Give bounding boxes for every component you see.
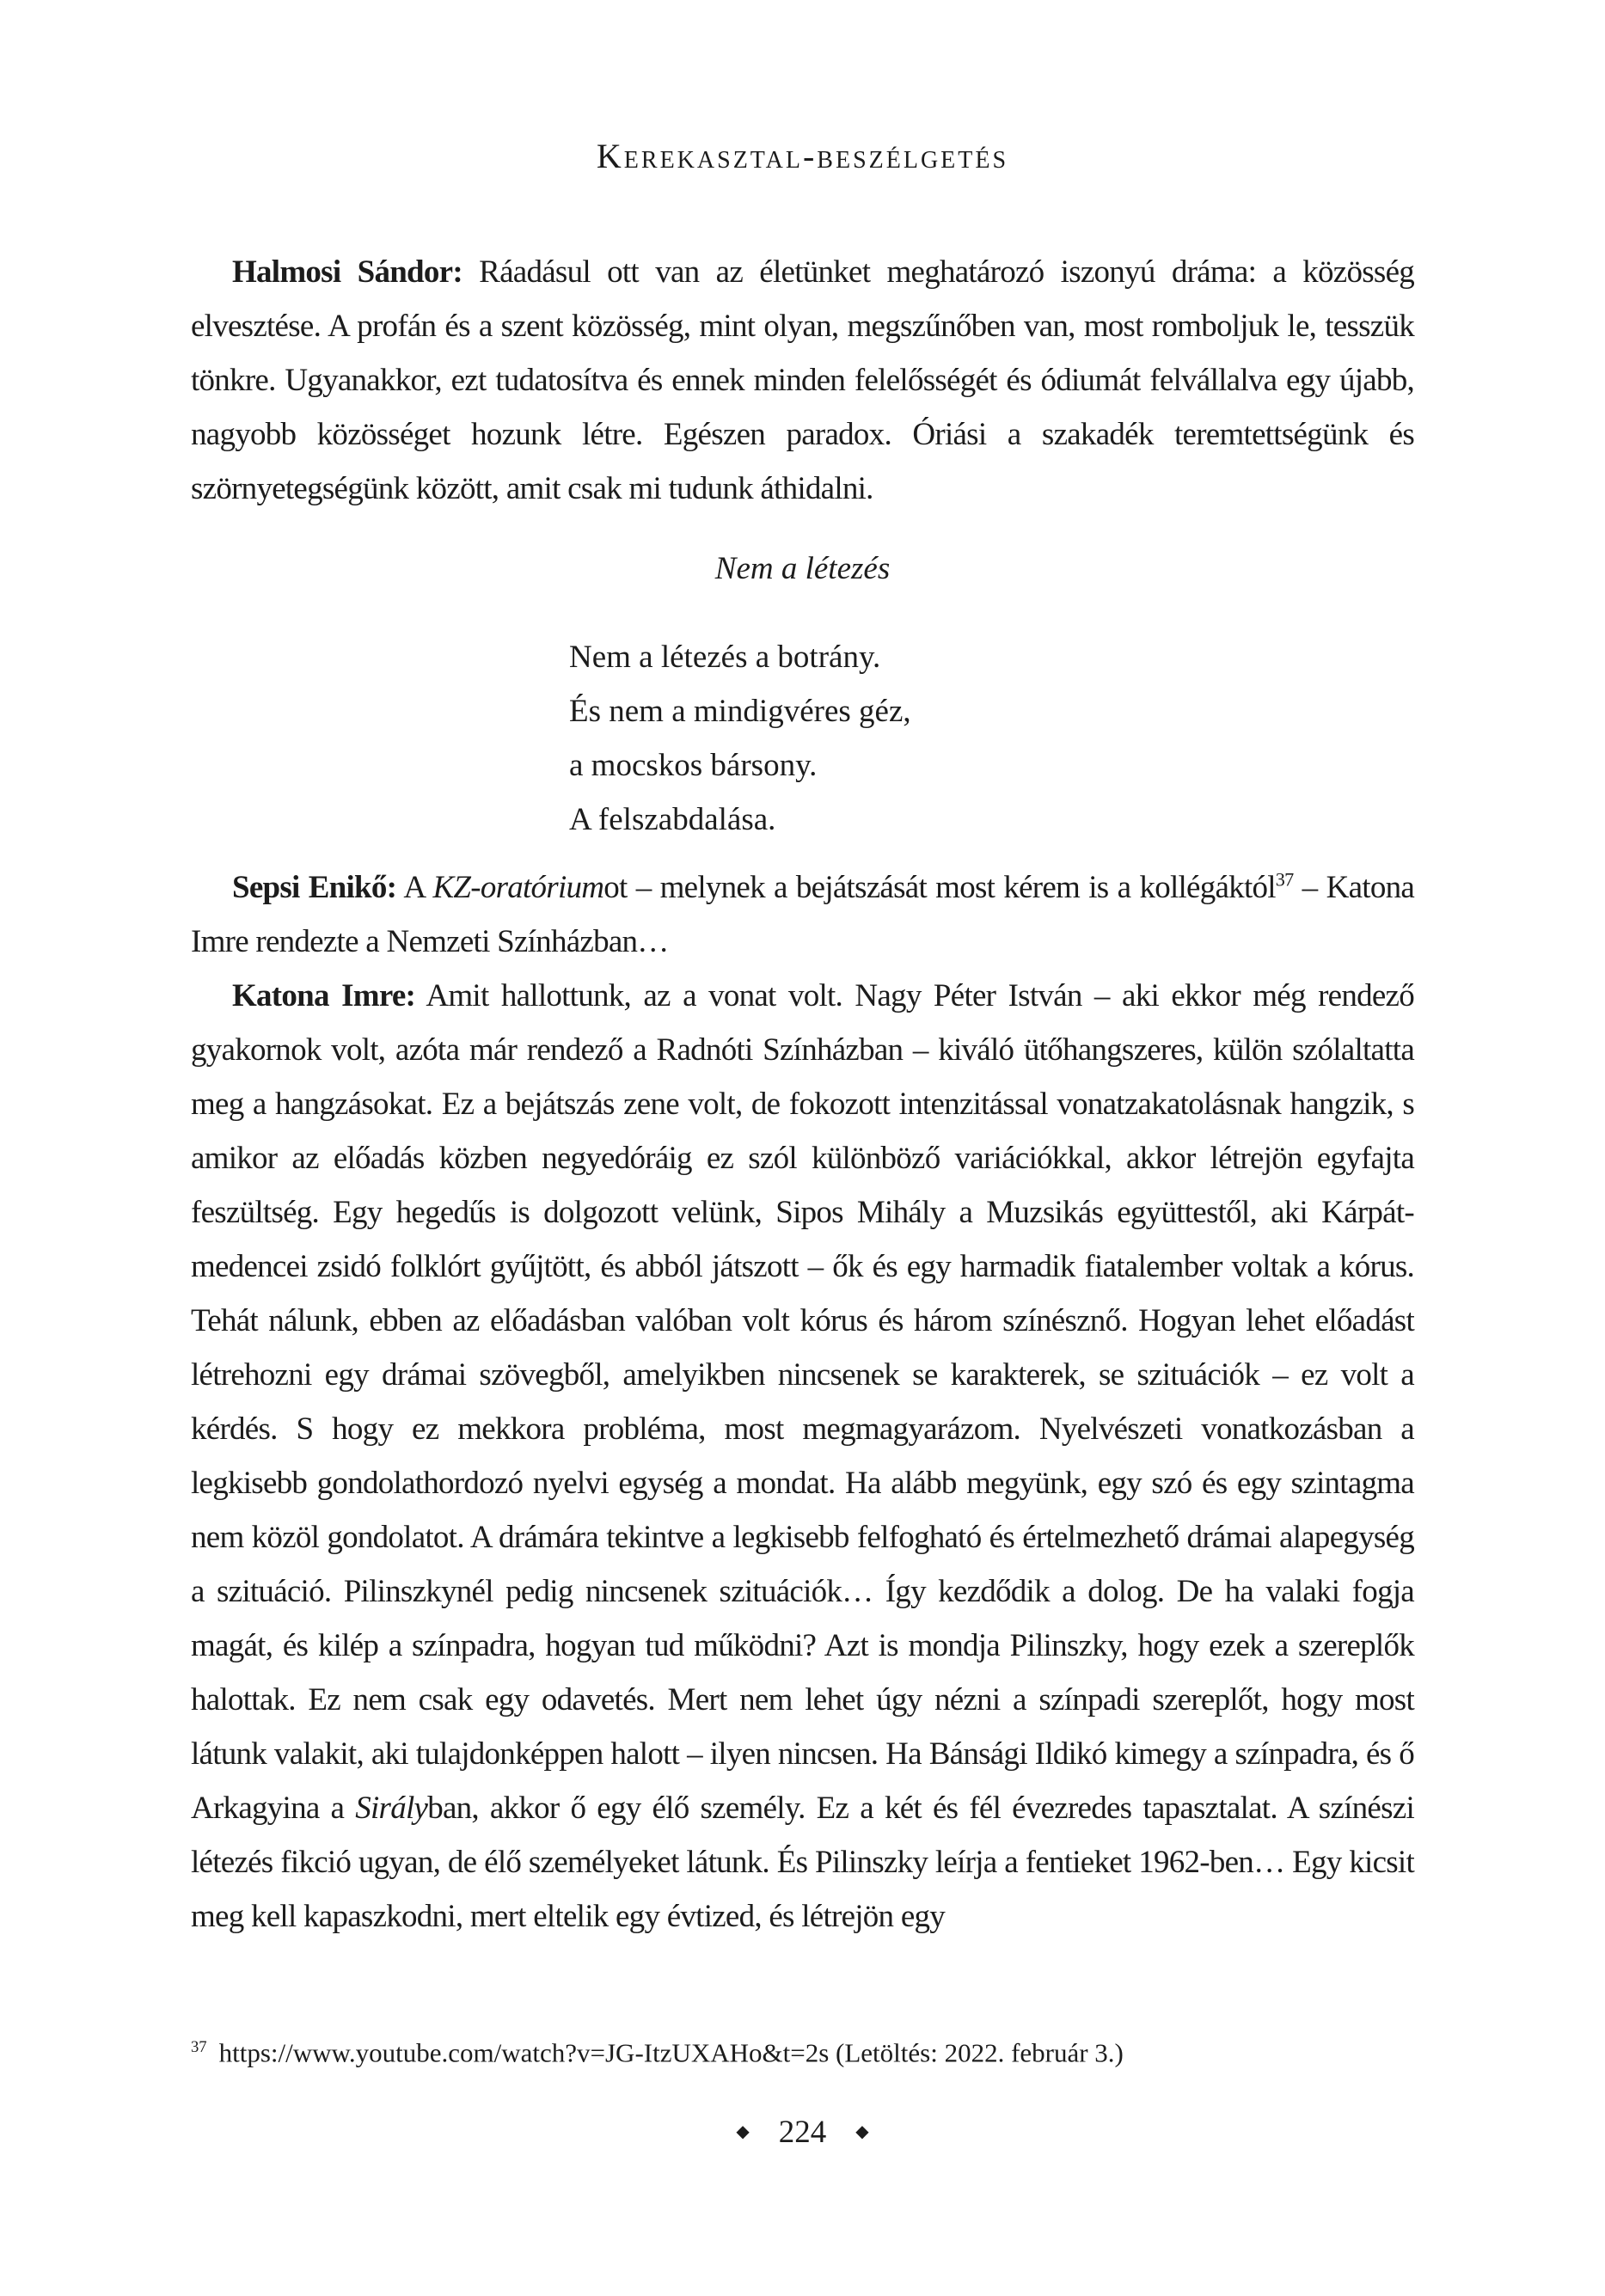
footnote-text: https://www.youtube.com/watch?v=JG-ItzUXAHo&t=2s (Letöltés: 2022. február 3.): [218, 2037, 1124, 2068]
paragraph-sepsi-mid: ot – melynek a bejátszását most kérem is a kollégáktól: [603, 870, 1276, 905]
running-header: Kerekasztal-beszélgetés: [596, 137, 1009, 175]
page-number: 224: [778, 2115, 827, 2150]
speaker-name-sepsi: Sepsi Enikő:: [232, 870, 397, 905]
footnote-reference-37: 37: [1275, 868, 1294, 891]
diamond-ornament-right: ◆: [855, 2122, 869, 2141]
speaker-name-halmosi: Halmosi Sándor:: [232, 254, 463, 290]
paragraph-katona-text-1: Amit hallottunk, az a vonat volt. Nagy Péter István – aki ekkor még rendező gyakornok volt, azóta már rendező a Radnóti Színházban – kiváló ütőhangszeres, külön szólaltatta meg a hangzásokat. Ez a bejátszás zene volt, de fokozott intenzitással vonatzakatolásnak hangzik, s amikor az előadás közben negyedóráig ez szól különböző variációkkal, akkor létrejön egyfajta feszültség. Egy hegedűs is dolgozott velünk, Sipos Mihály a Muzsikás együttestől, aki Kárpát-medencei zsidó folklórt gyűjtött, és abból játszott – ők és egy harmadik fiatalember voltak a kórus. Tehát nálunk, ebben az előadásban valóban volt kórus és három színésznő. Hogyan lehet előadást létrehozni egy drámai szövegből, amelyikben nincsenek se karakterek, se szituációk – ez volt a kérdés. S hogy ez mekkora probléma, most megmagyarázom. Nyelvészeti vonatkozásban a legkisebb gondolathordozó nyelvi egység a mondat. Ha alább megyünk, egy szó és egy szintagma nem közöl gondolatot. A drámára tekintve a legkisebb felfogható és értelmezhető drámai alapegység a szituáció. Pilinszkynél pedig nincsenek szituációk… Így kezdődik a dolog. De ha valaki fogja magát, és kilép a színpadra, hogyan tud működni? Azt is mondja Pilinszky, hogy ezek a szereplők halottak. Ez nem csak egy odavetés. Mert nem lehet úgy nézni a színpadi szereplőt, hogy most látunk valakit, aki tulajdonképpen halott – ilyen nincsen. Ha Bánsági Ildikó kimegy a színpadra, és ő Arkagyina a: [191, 978, 1414, 1826]
poem-line: És nem a mindigvéres géz,: [569, 694, 911, 729]
footnote-marker: 37: [191, 2038, 207, 2056]
diamond-ornament-left: ◆: [736, 2122, 750, 2141]
work-title-kz-oratorium: KZ-oratórium: [432, 870, 604, 905]
paragraph-katona: [191, 969, 1414, 1944]
work-title-siraly: Sirály: [355, 1791, 428, 1826]
poem-line: A felszabdalása.: [569, 802, 776, 837]
paragraph-katona-text-2: ban, akkor ő egy élő személy. Ez a két és fél évezredes tapasztalat. A színészi létezés fikció ugyan, de élő személyeket látunk. És Pilinszky leírja a fentieket 1962-ben… Egy kicsit meg kell kapaszkodni, mert eltelik egy évtized, és létrejön egy: [191, 1791, 1414, 1934]
page-number-row: [0, 2113, 1605, 2152]
paragraph-sepsi-pre: A: [396, 870, 433, 905]
paragraph-sepsi: [191, 860, 1414, 969]
poem: [191, 630, 1414, 847]
speaker-name-katona: Katona Imre:: [232, 978, 416, 1013]
poem-line: a mocskos bársony.: [569, 748, 818, 783]
poem-line: Nem a létezés a botrány.: [569, 640, 881, 675]
paragraph-halmosi-text: Ráadásul ott van az életünket meghatározó iszonyú dráma: a közösség elvesztése. A profán és a szent közösség, mint olyan, megszűnőben van, most romboljuk le, tesszük tönkre. Ugyanakkor, ezt tudatosítva és ennek minden felelősségét és ódiumát felvállalva egy újabb, nagyobb közösséget hozunk létre. Egészen paradox. Óriási a szakadék teremtettségünk és szörnyetegségünk között, amit csak mi tudunk áthidalni.: [191, 254, 1415, 506]
paragraph-sepsi-post: – Katona Imre rendezte a Nemzeti Színházban…: [191, 870, 1415, 959]
paragraph-halmosi: [191, 245, 1414, 516]
poem-title: Nem a létezés: [714, 551, 891, 586]
footnote: [191, 2029, 1414, 2072]
